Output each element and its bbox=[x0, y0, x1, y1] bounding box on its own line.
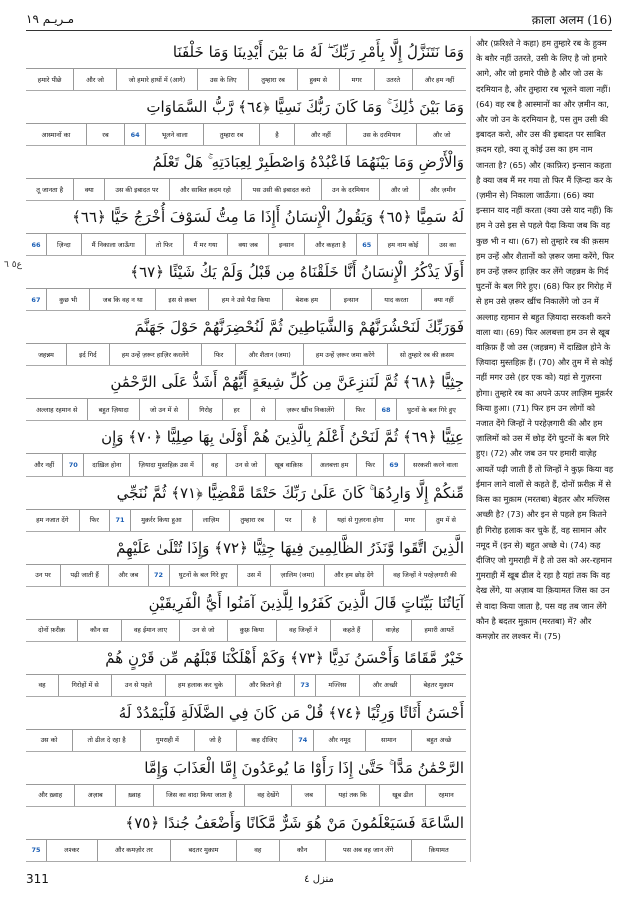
verse-number: 68 bbox=[375, 399, 396, 420]
word-meanings bbox=[26, 68, 466, 90]
word-meaning: उन के दरमियान bbox=[321, 179, 380, 200]
word-meaning: जिस का वादा किया जाता है bbox=[153, 785, 244, 806]
word-meaning: गुमराही में bbox=[140, 730, 193, 751]
arabic-line: السَّاعَةَ فَسَيَعْلَمُونَ مَنْ هُوَ شَرٌّ مَّكَانًا وَأَضْعَفُ جُندًا ﴿٧٥﴾ bbox=[125, 813, 464, 832]
translation-verse: वह रब है आस्मानों का और ज़मीन का, और जो उन के दरमियान है, पस तुम उसी की इबादत करो, और उस की इबादत पर साबित क़दम रहो, क्या तू कोई उस का हम नाम जानता है? (65) bbox=[476, 98, 609, 170]
word-meaning: और नहीं bbox=[34, 460, 55, 469]
word-meaning: क्या bbox=[73, 179, 104, 200]
word-meaning: हमारी आयतें bbox=[411, 620, 466, 641]
word-meaning: जब कि वह न था bbox=[89, 289, 155, 310]
verse-number: 69 bbox=[383, 454, 404, 475]
verse-number: 67 bbox=[31, 295, 41, 304]
word-meaning: गिरोह bbox=[188, 399, 222, 420]
translation-verse: सो तुम्हारे रब की क़सम हम उन्हें और शैतानों को ज़रूर जमा करेंगे, फिर हम उन्हें ज़रूर हाज़िर कर लेंगे जहन्नम के गिर्द घुटनों के बल गिरे हुए। (68) bbox=[476, 235, 614, 292]
word-meanings bbox=[26, 509, 466, 531]
word-meaning: पढ़ी जाती हैं bbox=[60, 565, 108, 586]
word-meaning: तुम्हारा रब bbox=[248, 69, 296, 90]
part-name: क़ाला अलम (16) bbox=[531, 12, 612, 27]
word-meaning: और अच्छी bbox=[359, 675, 410, 696]
word-meaning: हम नजात देंगे bbox=[36, 516, 69, 525]
word-meaning: उस के दरमियान bbox=[346, 124, 416, 145]
word-meanings bbox=[26, 288, 466, 310]
word-meaning: कह दीजिए bbox=[236, 730, 292, 751]
translation-verse: कह दीजिए जो गुमराही में है तो उस को अर-रहमान गुमराही में खूब ढील दे रहा है यहां तक कि वह देख लेंगे, या अज़ाब या क़ियामत जिस का उन से वादा किया जाता है, पस वह तब जान लेंगे कौन है बदतर मुक़ाम (मरतबा) में? और कमज़ोर तर लश्कर में। (75) bbox=[476, 539, 612, 641]
arabic-line: وَمَا نَتَنَزَّلُ إِلَّا بِأَمْرِ رَبِّكَ ۖ لَهُ مَا بَيْنَ أَيْدِينَا وَمَا خَلْفَنَا bbox=[172, 43, 464, 61]
arabic-line: آيَاتُنَا بَيِّنَاتٍ قَالَ الَّذِينَ كَفَرُوا لِلَّذِينَ آمَنُوا أَيُّ الْفَرِيقَيْنِ bbox=[148, 593, 464, 612]
word-meaning: ज़िन्दा bbox=[46, 234, 81, 255]
word-meaning: और शैतान (जमा) bbox=[235, 344, 302, 365]
word-meaning: मगर bbox=[394, 510, 425, 531]
word-meaning: है bbox=[259, 124, 294, 145]
word-meaning: और कितने ही bbox=[235, 675, 294, 696]
verse-row bbox=[26, 421, 466, 476]
word-meaning: रब bbox=[86, 124, 124, 145]
word-meaning: वह bbox=[202, 454, 226, 475]
word-meaning: हम ने उसे पैदा किया bbox=[208, 289, 282, 310]
word-meaning: मगर bbox=[339, 69, 374, 90]
page-header bbox=[26, 8, 612, 31]
word-meaning: अलबत्ता हम bbox=[311, 454, 357, 475]
word-meaning: उस का bbox=[428, 234, 466, 255]
verse-row bbox=[26, 752, 466, 807]
verse-number: 66 bbox=[31, 240, 41, 249]
word-meaning: यहां तक कि bbox=[325, 785, 379, 806]
word-meaning: वह bbox=[38, 681, 46, 690]
word-meaning: फिर bbox=[79, 510, 109, 531]
word-meanings bbox=[26, 123, 466, 145]
word-meaning: जब bbox=[291, 785, 325, 806]
word-meaning: और जो bbox=[379, 179, 419, 200]
word-meaning: लाज़िम bbox=[192, 510, 230, 531]
word-meanings bbox=[26, 178, 466, 200]
word-meaning: हुक्म से bbox=[297, 69, 339, 90]
word-meaning: कौन सा bbox=[77, 620, 121, 641]
translation-verse: और तुम में से कोई नहीं मगर उसे (हर एक को) यहां से गुज़रना होगा। तुम्हारे रब का अपने ऊपर लाज़िम मुक़र्रर किया हुआ। (71) bbox=[476, 357, 613, 413]
word-meaning: उन से जो bbox=[179, 620, 226, 641]
word-by-word-column bbox=[26, 36, 466, 862]
word-meanings bbox=[26, 839, 466, 861]
word-meaning: इन्सान bbox=[330, 289, 371, 310]
word-meaning: हम उन्हें ज़रूर जमा करेंगे bbox=[303, 344, 387, 365]
page-footer bbox=[26, 870, 612, 888]
verse-number: 70 bbox=[62, 454, 83, 475]
word-meaning: मैं निकाला जाऊँगा bbox=[81, 234, 145, 255]
verse-number: 64 bbox=[124, 124, 145, 145]
arabic-line: جِثِيًّا ﴿٦٨﴾ ثُمَّ لَنَنزِعَنَّ مِن كُلِّ شِيعَةٍ أَيُّهُمْ أَشَدُّ عَلَى الرَّحْمَٰنِ bbox=[110, 373, 464, 392]
verse-number: 65 bbox=[356, 234, 377, 255]
word-meaning: पस अब वह जान लेंगे bbox=[325, 840, 411, 861]
arabic-line: وَمَا بَيْنَ ذَٰلِكَ ۚ وَمَا كَانَ رَبُّكَ نَسِيًّا ﴿٦٤﴾ رَّبُّ السَّمَاوَاتِ bbox=[146, 98, 464, 117]
word-meaning: और साबित क़दम रहो bbox=[169, 179, 242, 200]
verse-row bbox=[26, 256, 466, 311]
translation-verse: फिर हम उन लोगों को नजात देंगे जिन्हों ने परहेज़गारी की और हम ज़ालिमों को उस में छोड़ देंगे घुटनों के बल गिरे हुए। (72) bbox=[476, 402, 610, 459]
word-meanings bbox=[26, 619, 466, 641]
word-meaning: मज्लिस bbox=[315, 675, 359, 696]
manzil-label: منزل ٤ bbox=[304, 873, 334, 885]
word-meaning: मुक़र्रर किया हुआ bbox=[130, 510, 192, 531]
word-meaning: उस को bbox=[40, 736, 58, 745]
word-meanings bbox=[26, 453, 466, 475]
word-meaning: क़ियामत bbox=[411, 840, 466, 861]
word-meaning: ज़रूर खींच निकालेंगे bbox=[275, 399, 344, 420]
word-meaning: वह ईमान लाए bbox=[121, 620, 179, 641]
verse-row bbox=[26, 532, 466, 587]
word-meaning: तुम्हारा रब bbox=[229, 510, 274, 531]
word-meaning: तू जानता है bbox=[36, 185, 64, 194]
word-meaning: हर bbox=[222, 399, 249, 420]
word-meaning: खूब ढील bbox=[379, 785, 425, 806]
verse-row bbox=[26, 311, 466, 366]
verse-row bbox=[26, 366, 466, 421]
word-meaning: वह जिन्हों ने परहेज़गारी की bbox=[383, 565, 466, 586]
arabic-line: أَوَلَا يَذْكُرُ الْإِنسَانُ أَنَّا خَلَقْنَاهُ مِن قَبْلُ وَلَمْ يَكُ شَيْئًا ﴿٦٧﴾ bbox=[130, 263, 464, 282]
verse-row bbox=[26, 642, 466, 697]
word-meaning: गिरोहों में से bbox=[58, 675, 111, 696]
word-meaning: लश्कर bbox=[46, 840, 97, 861]
word-meaning: वह जिन्हों ने bbox=[276, 620, 330, 641]
word-meaning: तुम में से bbox=[425, 510, 466, 531]
word-meaning: सामान bbox=[365, 730, 411, 751]
verse-number: 75 bbox=[31, 846, 41, 855]
word-meaning: इस से क़ब्ल bbox=[155, 289, 208, 310]
word-meaning: उन पर bbox=[35, 571, 51, 580]
translation-verse: क्या इन्सान याद नहीं करता (क्या उसे याद नहीं) कि हम ने उसे इस से पहले पैदा किया जब कि वह कुछ भी न था। (67) bbox=[476, 190, 613, 246]
word-meaning: सरकशी करने वाला bbox=[404, 454, 466, 475]
word-meaning: जो उन में से bbox=[139, 399, 188, 420]
word-meaning: बहुत ज़ियादा bbox=[87, 399, 138, 420]
page-number: 311 bbox=[26, 872, 49, 886]
word-meaning: हम हलाक कर चुके bbox=[165, 675, 236, 696]
word-meaning: और नमूद bbox=[313, 730, 366, 751]
word-meaning: कौन bbox=[279, 840, 325, 861]
word-meaning: तुम्हारा रब bbox=[203, 124, 259, 145]
verse-number: 71 bbox=[109, 510, 130, 531]
word-meaning: दोनों फ़रीक़ bbox=[38, 626, 65, 635]
translation-verse: और इन से पहले हम कितने ही गिरोह हलाक कर चुके हैं, वह सामान और नमूद में (इन से) बहुत अच्छे थे। (74) bbox=[476, 509, 607, 550]
word-meaning: इन्सान bbox=[268, 234, 304, 255]
arabic-line: الَّذِينَ اتَّقَوا وَّنَذَرُ الظَّالِمِينَ فِيهَا جِثِيًّا ﴿٧٢﴾ وَإِذَا تُتْلَىٰ عَلَيْهِمْ bbox=[116, 538, 464, 557]
word-meaning: दाख़िल होना bbox=[83, 454, 129, 475]
word-meaning: ज़ियादा मुस्तहिक़ उस में bbox=[129, 454, 202, 475]
verse-row bbox=[26, 587, 466, 642]
word-meaning: आस्मानों का bbox=[41, 130, 71, 139]
word-meaning: क्या जब bbox=[227, 234, 268, 255]
word-meaning: उस की इबादत पर bbox=[104, 179, 169, 200]
translation-verse: फिर अलबत्ता हम उन से खूब वाक़िफ़ हैं जो उस (जहन्नम) में दाख़िल होने के ज़ियादा मुस्तहिक़ हैं। (70) bbox=[476, 326, 611, 368]
word-meaning: ख़्वाह bbox=[115, 785, 153, 806]
word-meaning: जो हमारे हाथों में (आगे) bbox=[116, 69, 197, 90]
word-meanings bbox=[26, 564, 466, 586]
arabic-line: عِتِيًّا ﴿٦٩﴾ ثُمَّ لَنَحْنُ أَعْلَمُ بِالَّذِينَ هُمْ أَوْلَىٰ بِهَا صِلِيًّا ﴿٧٠﴾ وَإِن bbox=[101, 428, 464, 447]
verse-number: 72 bbox=[148, 565, 169, 586]
ruku-marker: ع٥ ٦ bbox=[4, 260, 22, 270]
word-meaning: और ज़मीन bbox=[419, 179, 466, 200]
word-meaning: हम उन्हें ज़रूर हाज़िर करलेंगे bbox=[109, 344, 201, 365]
word-meaning: कहते हैं bbox=[330, 620, 373, 641]
word-meaning: हम नाम कोई bbox=[377, 234, 429, 255]
word-meaning: से bbox=[250, 399, 276, 420]
arabic-line: وَالْأَرْضِ وَمَا بَيْنَهُمَا فَاعْبُدْهُ وَاصْطَبِرْ لِعِبَادَتِهِ ۚ هَلْ تَعْلَمُ bbox=[152, 153, 464, 172]
word-meaning: घुटनों के बल गिरे हुए bbox=[169, 565, 237, 586]
translation-verse: और जब उन पर हमारी वाज़ेह आयतें पढ़ी जाती हैं तो जिन्हों ने कुफ़्र किया वह ईमान लाने वालों से कहते हैं, दोनों फ़रीक़ में से किस का मुक़ाम (मरतबा) बेहतर और मज्लिस अच्छी है? (73) bbox=[476, 448, 614, 520]
word-meaning: और हम नहीं bbox=[412, 69, 466, 90]
word-meanings bbox=[26, 674, 466, 696]
arabic-line: لَهُ سَمِيًّا ﴿٦٥﴾ وَيَقُولُ الْإِنسَانُ أَإِذَا مَا مِتُّ لَسَوْفَ أُخْرَجُ حَيًّا ﴿٦٦﴾ bbox=[72, 208, 464, 227]
word-meaning: जो है bbox=[194, 730, 236, 751]
word-meaning: अज़ाब bbox=[74, 785, 115, 806]
word-meaning: और ख़्वाह bbox=[38, 791, 63, 800]
word-meaning: इर्द गिर्द bbox=[66, 344, 109, 365]
word-meaning: हमारे पीछे bbox=[37, 75, 62, 84]
word-meaning: ज़ालिम (जमा) bbox=[270, 565, 324, 586]
word-meaning: उन से पहले bbox=[111, 675, 164, 696]
word-meaning: तो फिर bbox=[145, 234, 183, 255]
word-meaning: और कमज़ोर तर bbox=[97, 840, 171, 861]
word-meaning: कुछ भी bbox=[46, 289, 90, 310]
verse-row bbox=[26, 477, 466, 532]
word-meaning: वाज़ेह bbox=[372, 620, 411, 641]
word-meaning: फिर bbox=[356, 454, 382, 475]
translation-column bbox=[476, 36, 614, 862]
arabic-line: فَوَرَبِّكَ لَنَحْشُرَنَّهُمْ وَالشَّيَاطِينَ ثُمَّ لَنُحْضِرَنَّهُمْ حَوْلَ جَهَنَّمَ bbox=[134, 318, 464, 337]
word-meaning: भूलने वाला bbox=[145, 124, 203, 145]
word-meaning: उतरते bbox=[374, 69, 412, 90]
word-meaning: क्या नहीं bbox=[421, 289, 466, 310]
word-meaning: वह देखेंगे bbox=[244, 785, 291, 806]
verse-number: 73 bbox=[294, 675, 315, 696]
word-meaning: घुटनों के बल गिरे हुए bbox=[396, 399, 466, 420]
word-meaning: तो ढील दे रहा है bbox=[72, 730, 140, 751]
verse-row bbox=[26, 36, 466, 91]
word-meaning: वह bbox=[236, 840, 279, 861]
translation-verse: फिर हर गिरोह में से हम उसे ज़रूर खींच निकालेंगे जो उन में अल्लाह रहमान से बहुत ज़ियादा सरकशी करने वाला था। (69) bbox=[476, 281, 612, 337]
word-meaning: और हम छोड़ देंगे bbox=[324, 565, 383, 586]
word-meanings bbox=[26, 729, 466, 751]
word-meaning: कुफ़्र किया bbox=[227, 620, 276, 641]
word-meaning: पर bbox=[274, 510, 301, 531]
arabic-line: خَيْرٌ مَّقَامًا وَأَحْسَنُ نَدِيًّا ﴿٧٣﴾ وَكَمْ أَهْلَكْنَا قَبْلَهُم مِّن قَرْنٍ هُمْ bbox=[105, 648, 464, 667]
verse-row bbox=[26, 697, 466, 752]
verse-number: 74 bbox=[292, 730, 313, 751]
arabic-line: مِّنكُمْ إِلَّا وَارِدُهَا ۚ كَانَ عَلَىٰ رَبِّكَ حَتْمًا مَّقْضِيًّا ﴿٧١﴾ ثُمَّ نُنَجِّي bbox=[116, 483, 464, 502]
verse-row bbox=[26, 807, 466, 862]
word-meaning: खूब वाक़िफ़ bbox=[265, 454, 310, 475]
word-meaning: और जो bbox=[73, 69, 116, 90]
word-meaning: बेहतर मुक़ाम bbox=[410, 675, 466, 696]
verse-row bbox=[26, 201, 466, 256]
word-meaning: बेशक हम bbox=[282, 289, 330, 310]
word-meaning: यहां से गुज़रना होगा bbox=[326, 510, 394, 531]
word-meanings bbox=[26, 233, 466, 255]
word-meaning: जहन्नम bbox=[38, 350, 54, 359]
surah-name: مـريـم ١٩ bbox=[26, 12, 75, 26]
translation-verse: और (फ़रिश्ते ने कहा) हम तुम्हारे रब के हुक्म के बग़ैर नहीं उतरते, उसी के लिए है जो हमारे आगे, और जो हमारे पीछे है और जो उस के दरमियान है, और तुम्हारा रब भूलने वाला नहीं। (64) bbox=[476, 38, 611, 109]
word-meaning: बदतर मुक़ाम bbox=[170, 840, 236, 861]
word-meaning: उस के लिए bbox=[197, 69, 248, 90]
word-meaning: बहुत अच्छे bbox=[411, 730, 466, 751]
word-meaning: पस उसी की इबादत करो bbox=[241, 179, 320, 200]
word-meaning: मैं मर गया bbox=[183, 234, 228, 255]
word-meaning: है bbox=[301, 510, 326, 531]
word-meaning: और जो bbox=[416, 124, 466, 145]
word-meaning: उन से जो bbox=[226, 454, 265, 475]
arabic-line: الرَّحْمَٰنُ مَدًّا ۚ حَتَّىٰ إِذَا رَأَوْا مَا يُوعَدُونَ إِمَّا الْعَذَابَ وَإِمَّا bbox=[144, 758, 464, 777]
arabic-line: أَحْسَنُ أَثَاثًا وَرِئْيًا ﴿٧٤﴾ قُلْ مَن كَانَ فِي الضَّلَالَةِ فَلْيَمْدُدْ لَهُ bbox=[118, 703, 464, 722]
word-meaning: फिर bbox=[344, 399, 375, 420]
word-meaning: याद करता bbox=[371, 289, 421, 310]
word-meaning: सो तुम्हारे रब की क़सम bbox=[387, 344, 466, 365]
word-meaning: अल्लाह रहमान से bbox=[36, 405, 78, 414]
word-meaning: रहमान bbox=[425, 785, 466, 806]
word-meaning: और नहीं bbox=[294, 124, 346, 145]
word-meaning: फिर bbox=[201, 344, 235, 365]
word-meanings bbox=[26, 343, 466, 365]
word-meaning: उस में bbox=[237, 565, 270, 586]
verse-row bbox=[26, 146, 466, 201]
translation-verse: और (काफ़िर) इन्सान कहता है क्या जब मैं मर गया तो फिर मैं ज़िन्दा कर के (ज़मीन से) निकाला जाऊँगा। (66) bbox=[476, 159, 613, 201]
word-meaning: और जब bbox=[108, 565, 147, 586]
word-meanings bbox=[26, 398, 466, 420]
column-divider bbox=[470, 36, 471, 862]
verse-row bbox=[26, 91, 466, 146]
word-meanings bbox=[26, 784, 466, 806]
word-meaning: और कहता है bbox=[304, 234, 356, 255]
